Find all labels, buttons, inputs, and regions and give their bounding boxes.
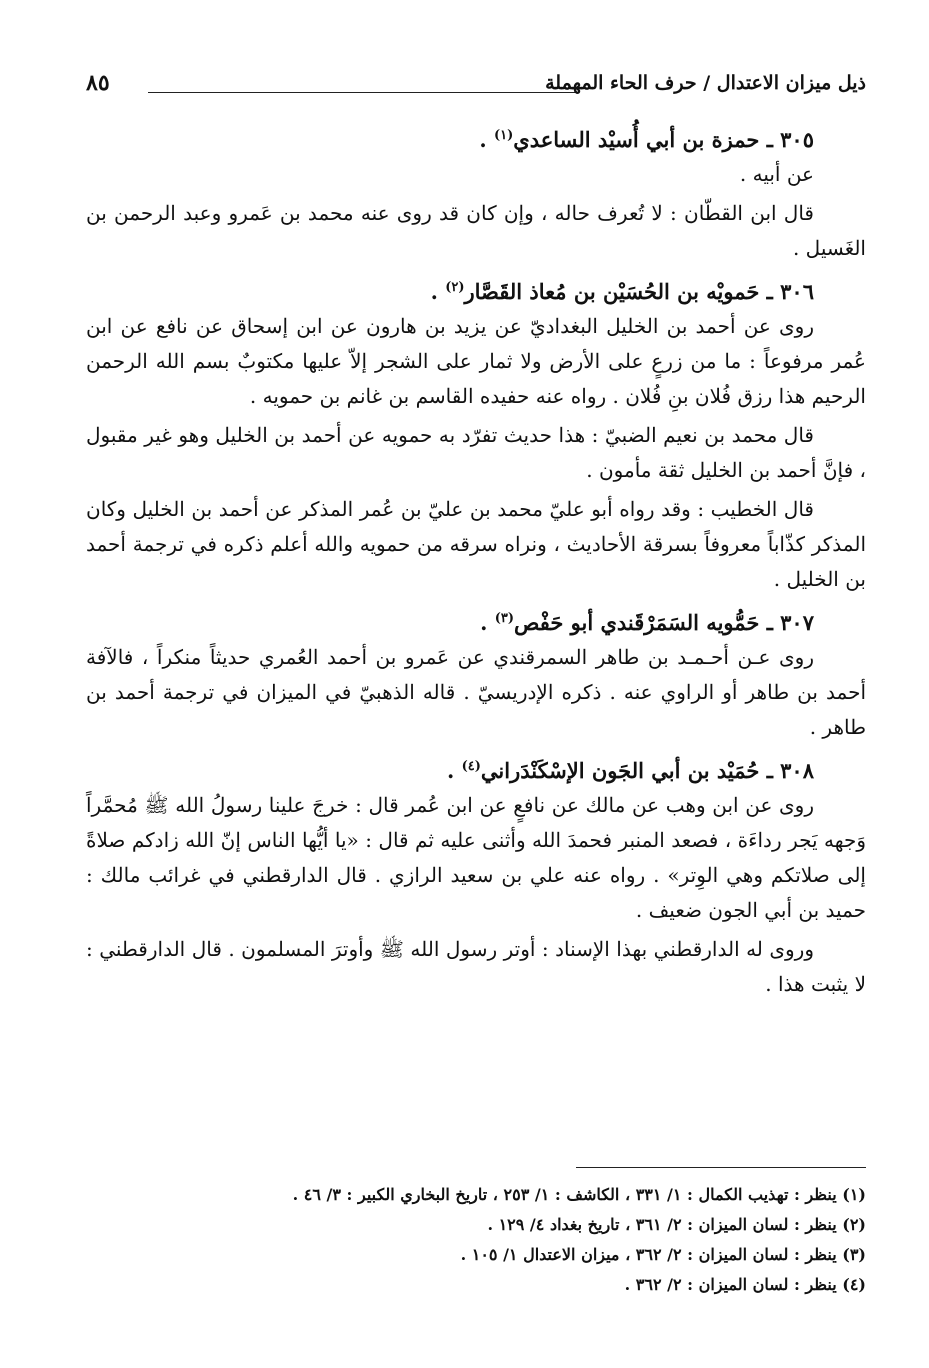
running-title: ذيل ميزان الاعتدال / حرف الحاء المهملة <box>545 72 866 94</box>
heading-end: . <box>479 127 487 152</box>
page-number: ٨٥ <box>86 70 110 96</box>
header-rule <box>148 92 576 93</box>
entry-heading-305 <box>86 118 866 157</box>
entry-heading-307 <box>86 601 866 640</box>
footnote-4: (٤) ينظر : لسان الميزان : ٢/ ٣٦٢ . <box>624 1275 866 1294</box>
entry-title: ٣٠٧ ـ حَمُّويه السَمَرْقَندي أبو حَفْص <box>513 610 814 635</box>
running-header <box>86 70 866 100</box>
entry-heading-308 <box>86 749 866 788</box>
entry-title: ٣٠٨ ـ حُمَيْد بن أبي الجَون الإسْكَنْدَراني <box>480 758 814 783</box>
paragraph: عن أبيه . <box>739 162 814 186</box>
entry-title: ٣٠٥ ـ حمزة بن أبي أُسيْد الساعدي <box>513 127 814 152</box>
paragraph: روى عن ابن وهب عن مالك عن نافعٍ عن ابن عُمر قال : خرجَ علينا رسولُ الله ﷺ مُحمَّراً وَجهه يَجر رداءَة ، فصعد المنبر فحمدَ الله وأثنى عليه ثم قال : «يا أيُّها الناس إنّ الله زادكم صلاةً إلى صلاتكم وهي الوِتر» . رواه عنه علي بن سعيد الرازي . قال الدارقطني في غرائب مالك : حميد بن أبي الجون ضعيف . <box>86 793 866 922</box>
paragraph: روى عـن أحـمـد بن طاهر السمرقندي عن عَمرو بن أحمد العُمري حديثاً منكراً ، فالآفة أحمد بن طاهر أو الراوي عنه . ذكره الإدريسيّ . قاله الذهبيّ في الميزان في ترجمة أحمد بن طاهر . <box>86 645 866 739</box>
footnote-2: (٢) ينظر : لسان الميزان : ٢/ ٣٦١ ، تاريخ بغداد ٤/ ١٢٩ . <box>487 1215 866 1234</box>
footnote-3: (٣) ينظر : لسان الميزان : ٢/ ٣٦٢ ، ميزان الاعتدال ١/ ١٠٥ . <box>460 1245 866 1264</box>
footnotes <box>166 1180 866 1300</box>
paragraph: قال الخطيب : وقد رواه أبو عليّ محمد بن عليّ بن عُمر المذكر عن أحمد بن الخليل وكان المذكر كذّاباً معروفاً بسرقة الأحاديث ، ونراه سرقه من حمويه والله أعلم ذكره في ترجمة أحمد بن الخليل . <box>86 497 866 591</box>
footnote-ref: (١) <box>493 128 514 143</box>
paragraph: روى عن أحمد بن الخليل البغداديّ عن يزيد بن هارون عن ابن إسحاق عن نافع عن ابن عُمر مرفوعاً : ما من زرعٍ على الأرض ولا ثمار على الشجر إلاّ عليها مكتوبٌ بسم الله الرحمن الرحيم هذا رزق فُلان بنِ فُلان . رواه عنه حفيده القاسم بن غانم بن حمويه . <box>86 314 866 408</box>
paragraph: وروى له الدارقطني بهذا الإسناد : أوتر رسول الله ﷺ وأوترَ المسلمون . قال الدارقطني : لا يثبت هذا . <box>86 937 866 996</box>
entry-title: ٣٠٦ ـ حَمويْه بن الحُسَيْن بن مُعاذ القَصَّار <box>464 279 814 304</box>
footnote-ref: (٣) <box>494 611 514 626</box>
entry-heading-306 <box>86 270 866 309</box>
heading-end: . <box>480 610 488 635</box>
footnote-ref: (٢) <box>445 280 465 295</box>
footnote-divider <box>576 1167 866 1168</box>
footnote-ref: (٤) <box>461 759 481 774</box>
heading-end: . <box>430 279 438 304</box>
main-text <box>86 118 866 1006</box>
heading-end: . <box>446 758 455 783</box>
footnote-1: (١) ينظر : تهذيب الكمال : ١/ ٣٣١ ، الكاشف : ١/ ٢٥٣ ، تاريخ البخاري الكبير : ٣/ ٤٦ . <box>292 1185 866 1204</box>
paragraph: قال محمد بن نعيم الضبيّ : هذا حديث تفرّد به حمويه عن أحمد بن الخليل وهو غير مقبول ، فإنَّ أحمد بن الخليل ثقة مأمون . <box>86 423 866 482</box>
paragraph: قال ابن القطّان : لا تُعرف حاله ، وإن كان قد روى عنه محمد بن عَمرو وعبد الرحمن بن الغَسيل . <box>86 201 866 260</box>
